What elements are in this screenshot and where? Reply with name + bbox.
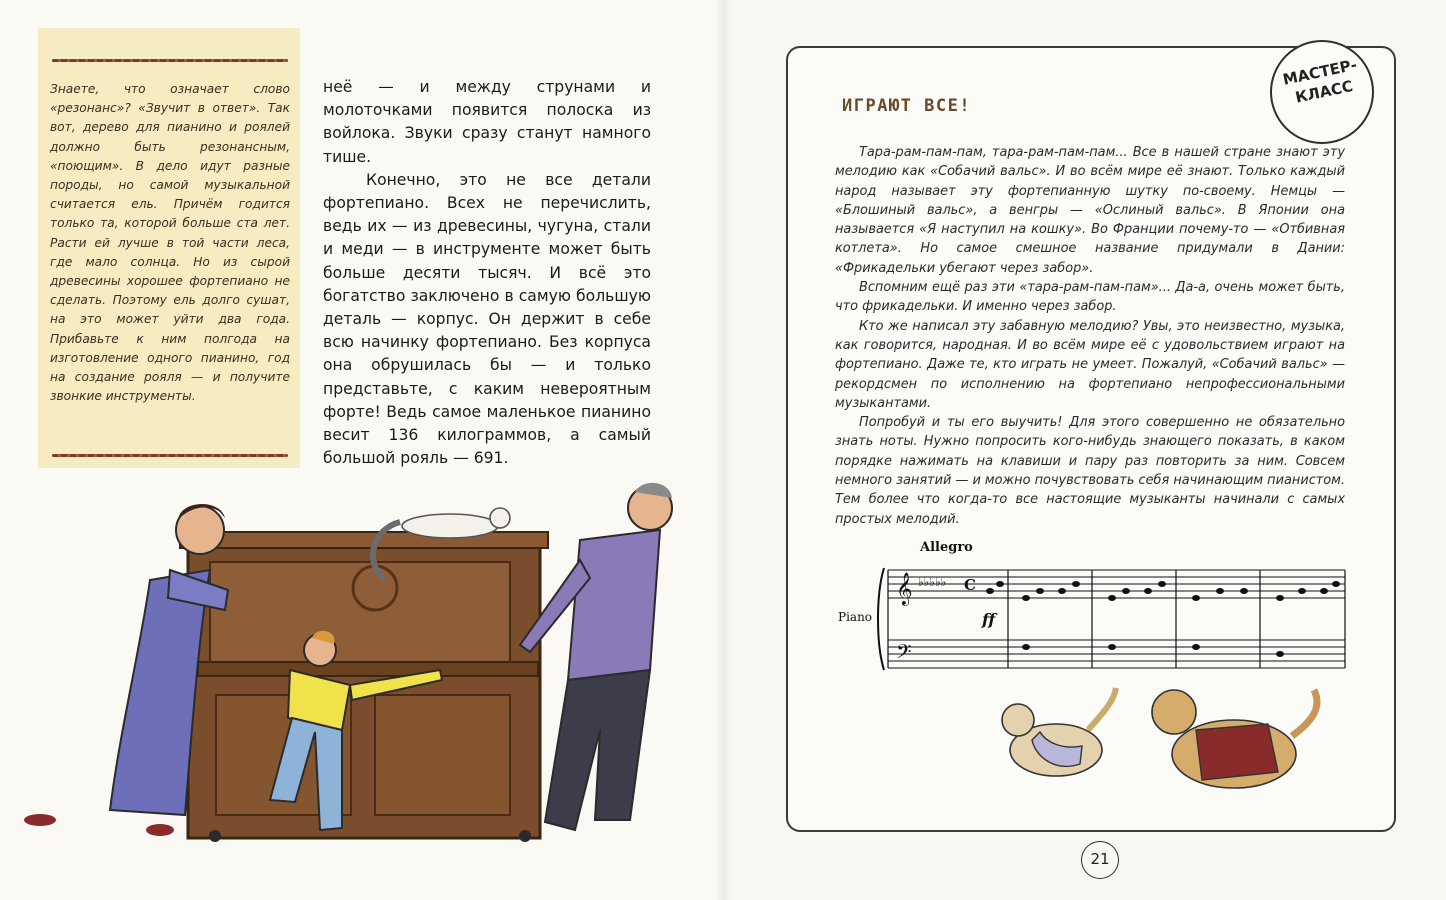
- instrument-label: Piano: [838, 610, 873, 624]
- bass-notes: [1022, 644, 1284, 657]
- article-paragraph-1: Тара-рам-пам-пам, тара-рам-пам-пам... Все в нашей стране знают эту мелодию как «Собачий вальс». И во всём мире её знают. Только каждый народ называет эту фортепианную шутку по-своему. Немцы — «Блошиный вальс», а венгры — «Ослиный вальс». В Японии она называется «Я наступил на кошку». Во Франции почему-то — «Отбивная котлета». Но самое смешное название придумали в Дании: «Фрикадельки убегают через забор».: [835, 145, 1345, 276]
- sidebar-bottom-rule: [52, 454, 288, 457]
- system-brace: [878, 568, 884, 670]
- treble-staff: [888, 570, 1345, 598]
- bass-clef-icon: 𝄢: [896, 640, 912, 668]
- article-paragraph-2: Вспомним ещё раз эти «тара-рам-пам-пам»... Да-а, очень может быть, что фрикадельки. И именно через забор.: [835, 280, 1345, 315]
- sidebar-text: Знаете, что означает слово «резонанс»? «Звучит в ответ». Так вот, дерево для пианино и роялей должно быть резонансным, «поющим». В дело идут разные породы, но самой музыкальной считается ель. Причём годится только та, которой больше ста лет. Расти ей лучше в той части леса, где мало солнца. Но из сырой древесины хорошее фортепиано не сделать. Поэтому ель долго сушат, на это может уйти два года. Прибавьте к ним полгода на изготовление одного пианино, год на создание рояля — и получите звонкие инструменты.: [50, 82, 290, 404]
- treble-clef-icon: 𝄞: [896, 572, 913, 605]
- time-signature: C: [964, 576, 976, 594]
- big-dog: [1152, 690, 1317, 788]
- master-class-badge: [1270, 40, 1374, 144]
- article-paragraph-3: Кто же написал эту забавную мелодию? Увы, это неизвестно, музыка, как говорится, народная. И во всём мире её с удовольствием играют на фортепиано. Даже те, кто играть не умеет. Пожалуй, «Собачий вальс» — рекордсмен по исполнению на фортепиано непрофессиональными музыкантами.: [835, 318, 1345, 411]
- sidebar-note: [38, 28, 300, 468]
- badge-label: МАСТЕР- КЛАСС: [1281, 55, 1359, 107]
- article-paragraph-4: Попробуй и ты его выучить! Для этого совершенно не обязательно знать ноты. Нужно попросить кого-нибудь знающего показать, в каком порядке нажимать на клавиши и пару раз повторить за ним. Совсем немного занятий — и можно почувствовать себя начинающим пианистом. Тем более что когда-то все настоящие музыканты начинали с самых простых мелодий.: [835, 415, 1345, 527]
- key-signature-flats-icon: ♭♭♭♭♭: [918, 575, 947, 589]
- article-text: [835, 143, 1345, 529]
- sheet-music: [830, 534, 1350, 674]
- book-spine: [716, 0, 730, 900]
- main-paragraph-1: неё — и между струнами и молоточками появится полоска из войлока. Звуки сразу станут намного тише.: [323, 78, 651, 166]
- section-heading: ИГРАЮТ ВСЕ!: [842, 96, 972, 116]
- dynamic-marking: ff: [982, 610, 996, 629]
- main-paragraph-2: Конечно, это не все детали фортепиано. Всех не перечислить, ведь их — из древесины, чугуна, стали и меди — в инструменте может быть больше десяти тысяч. И всё это богатство заключено в самую большую деталь — корпус. Он держит в себе всю начинку фортепиано. Без корпуса она обрушилась бы — и только представьте, с каким невероятным форте! Ведь самое маленькое пианино весит 136 килограммов, а самый большой рояль — 691.: [323, 170, 651, 468]
- dogs-illustration: [996, 680, 1366, 820]
- sidebar-top-rule: [52, 59, 288, 62]
- tempo-marking: Allegro: [920, 540, 973, 555]
- main-text-column: [323, 76, 651, 470]
- small-dog: [1002, 688, 1116, 776]
- page-number: 21: [1081, 841, 1119, 879]
- piano-movers-illustration: [20, 470, 710, 880]
